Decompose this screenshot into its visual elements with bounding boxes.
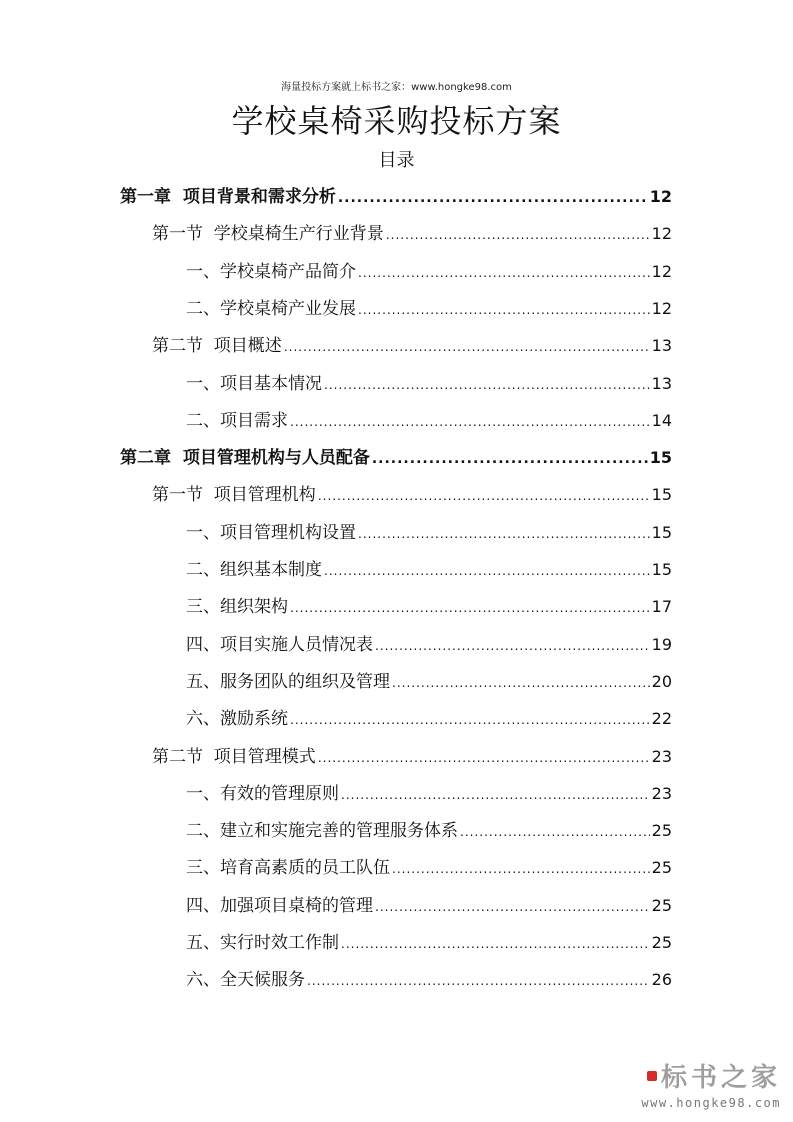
toc-dot-leader bbox=[307, 974, 650, 988]
toc-entry-page: 25 bbox=[651, 821, 672, 840]
toc-dot-leader bbox=[375, 639, 650, 653]
toc-entry-page: 13 bbox=[651, 374, 672, 393]
toc-dot-leader bbox=[324, 378, 650, 392]
toc-entry[interactable] bbox=[152, 480, 672, 508]
watermark-brand-text: 标书之家 bbox=[660, 1063, 781, 1093]
toc-entry[interactable] bbox=[186, 779, 672, 807]
toc-entry-page: 25 bbox=[651, 933, 672, 952]
toc-heading: 目录 bbox=[378, 150, 415, 171]
toc-entry[interactable] bbox=[186, 592, 672, 620]
toc-entry-page: 13 bbox=[651, 336, 672, 355]
toc-dot-leader bbox=[372, 451, 648, 467]
toc-entry-label: 六、激励系统 bbox=[186, 709, 288, 729]
toc-entry-label: 一、项目基本情况 bbox=[186, 374, 322, 394]
toc-entry-label: 第一节 项目管理机构 bbox=[152, 485, 316, 505]
toc-entry-label: 二、学校桌椅产业发展 bbox=[186, 299, 356, 319]
toc-dot-leader bbox=[318, 751, 650, 765]
toc-entry[interactable] bbox=[186, 406, 672, 434]
header-note: 海量投标方案就上标书之家：www.hongke98.com bbox=[281, 82, 512, 93]
toc-entry-page: 22 bbox=[651, 709, 672, 728]
toc-dot-leader bbox=[386, 228, 650, 242]
toc-entry-label: 二、项目需求 bbox=[186, 411, 288, 431]
toc-entry-page: 20 bbox=[651, 672, 672, 691]
toc-entry-page: 19 bbox=[651, 635, 672, 654]
toc-entry-label: 第一节 学校桌椅生产行业背景 bbox=[152, 224, 384, 244]
toc-dot-leader bbox=[324, 564, 650, 578]
toc-dot-leader bbox=[392, 676, 650, 690]
toc-dot-leader bbox=[375, 900, 650, 914]
toc-dot-leader bbox=[358, 303, 650, 317]
toc-entry[interactable] bbox=[152, 331, 672, 359]
brand-mark-icon bbox=[647, 1071, 657, 1081]
toc-entry[interactable] bbox=[186, 816, 672, 844]
toc-entry-label: 四、项目实施人员情况表 bbox=[186, 635, 373, 655]
toc-entry-page: 26 bbox=[651, 970, 672, 989]
toc-entry[interactable] bbox=[186, 630, 672, 658]
toc-entry[interactable] bbox=[120, 443, 672, 471]
toc-entry[interactable] bbox=[152, 219, 672, 247]
toc-entry[interactable] bbox=[186, 555, 672, 583]
toc-dot-leader bbox=[358, 266, 650, 280]
toc-dot-leader bbox=[290, 601, 650, 615]
toc-entry[interactable] bbox=[186, 518, 672, 546]
toc-entry[interactable] bbox=[186, 667, 672, 695]
toc-entry-label: 二、组织基本制度 bbox=[186, 560, 322, 580]
toc-entry-label: 一、有效的管理原则 bbox=[186, 784, 339, 804]
toc-entry[interactable] bbox=[152, 742, 672, 770]
toc-entry-page: 23 bbox=[651, 784, 672, 803]
toc-entry-page: 15 bbox=[651, 560, 672, 579]
toc-entry[interactable] bbox=[186, 257, 672, 285]
toc-entry-label: 五、实行时效工作制 bbox=[186, 933, 339, 953]
toc-dot-leader bbox=[392, 862, 650, 876]
toc-entry-label: 四、加强项目桌椅的管理 bbox=[186, 896, 373, 916]
toc-entry-label: 三、培育高素质的员工队伍 bbox=[186, 858, 390, 878]
toc-entry-page: 15 bbox=[649, 448, 672, 467]
toc-entry-page: 12 bbox=[649, 187, 672, 206]
toc-dot-leader bbox=[338, 190, 648, 206]
toc-dot-leader bbox=[460, 825, 650, 839]
toc-entry-page: 15 bbox=[651, 523, 672, 542]
toc-dot-leader bbox=[358, 527, 650, 541]
toc-entry-label: 五、服务团队的组织及管理 bbox=[186, 672, 390, 692]
toc-entry[interactable] bbox=[186, 891, 672, 919]
document-title: 学校桌椅采购投标方案 bbox=[231, 102, 562, 140]
toc-dot-leader bbox=[290, 415, 650, 429]
toc-dot-leader bbox=[341, 937, 650, 951]
toc-dot-leader bbox=[318, 489, 650, 503]
watermark-url: www.hongke98.com bbox=[641, 1096, 781, 1110]
toc-entry[interactable] bbox=[186, 928, 672, 956]
toc-entry-page: 25 bbox=[651, 896, 672, 915]
toc-entry-label: 三、组织架构 bbox=[186, 597, 288, 617]
toc-entry-label: 一、学校桌椅产品简介 bbox=[186, 262, 356, 282]
toc-entry[interactable] bbox=[186, 853, 672, 881]
toc-entry-label: 一、项目管理机构设置 bbox=[186, 523, 356, 543]
toc-entry-page: 25 bbox=[651, 858, 672, 877]
toc-dot-leader bbox=[290, 713, 650, 727]
toc-entry-label: 第一章 项目背景和需求分析 bbox=[120, 187, 336, 207]
toc-entry-page: 17 bbox=[651, 597, 672, 616]
toc-entry-label: 六、全天候服务 bbox=[186, 970, 305, 990]
toc-entry-label: 二、建立和实施完善的管理服务体系 bbox=[186, 821, 458, 841]
toc-dot-leader bbox=[341, 788, 650, 802]
toc-dot-leader bbox=[284, 340, 650, 354]
toc-entry[interactable] bbox=[186, 704, 672, 732]
toc-entry[interactable] bbox=[186, 294, 672, 322]
toc-entry-page: 14 bbox=[651, 411, 672, 430]
toc-entry[interactable] bbox=[120, 182, 672, 210]
toc-entry-page: 12 bbox=[651, 224, 672, 243]
toc-entry-page: 12 bbox=[651, 299, 672, 318]
toc-entry[interactable] bbox=[186, 369, 672, 397]
watermark-logo bbox=[621, 1057, 781, 1110]
toc-entry-page: 23 bbox=[651, 747, 672, 766]
toc-entry-page: 15 bbox=[651, 485, 672, 504]
toc-entry-page: 12 bbox=[651, 262, 672, 281]
toc-entry-label: 第二节 项目管理模式 bbox=[152, 747, 316, 767]
toc-entry-label: 第二节 项目概述 bbox=[152, 336, 282, 356]
toc-entry-label: 第二章 项目管理机构与人员配备 bbox=[120, 448, 370, 468]
toc-entry[interactable] bbox=[186, 965, 672, 993]
watermark-brand bbox=[621, 1057, 781, 1094]
